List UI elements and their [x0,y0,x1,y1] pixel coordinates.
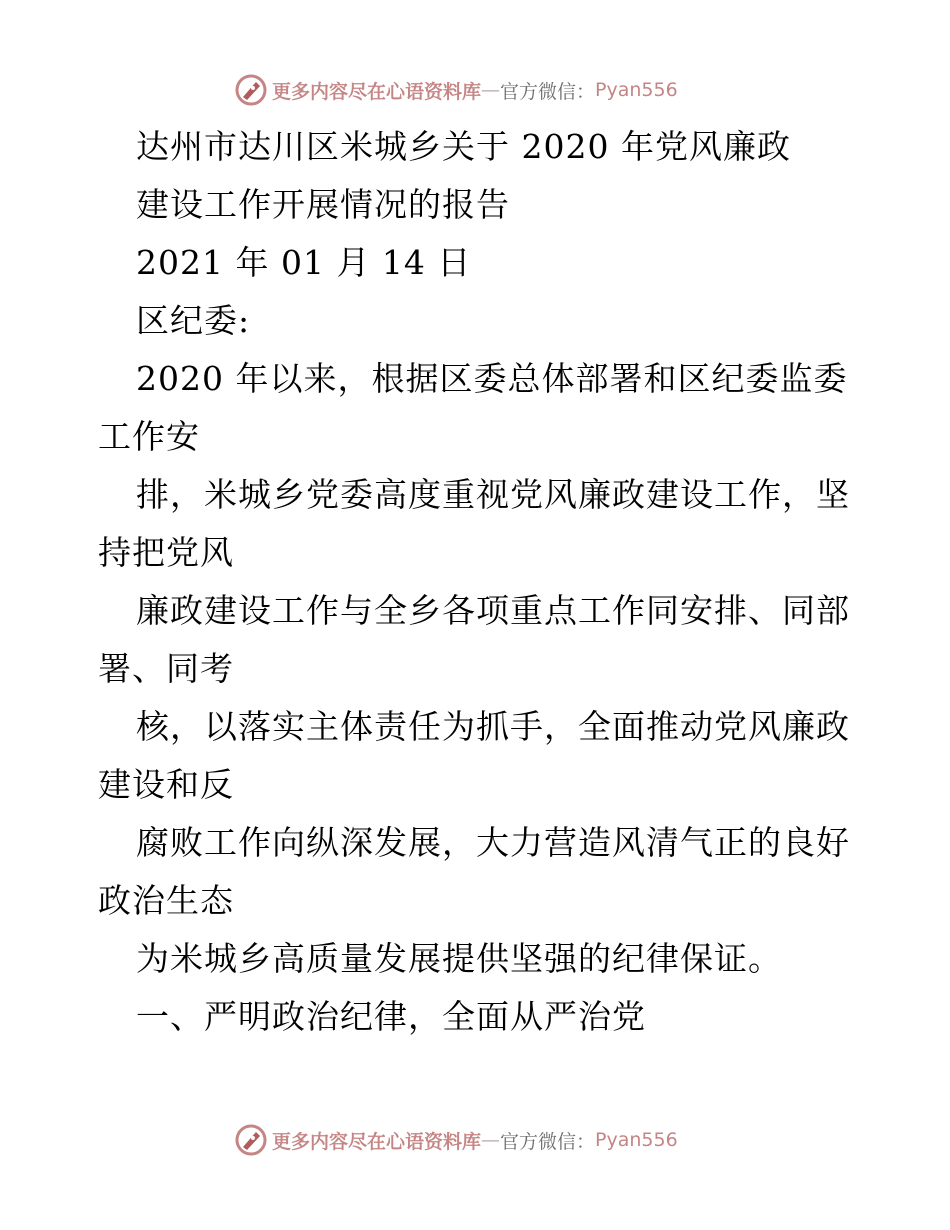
watermark-wechat-id: Pyan556 [595,1129,678,1151]
watermark-wechat-id: Pyan556 [595,79,678,101]
pen-nib-logo-icon [234,1123,268,1157]
title-line-1: 达州市达川区米城乡关于 2020 年党风廉政 [136,127,791,166]
body-line: 2020 年以来，根据区委总体部署和区纪委监委 [136,359,848,398]
watermark-separator: — [481,1129,501,1151]
body-line: 建设和反 [98,765,234,804]
body-line: 持把党风 [98,533,234,572]
date-line: 2021 年 01 月 14 日 [136,243,472,282]
body-line: 核，以落实主体责任为抓手，全面推动党风廉政 [136,707,850,746]
watermark-label: 官方微信： [500,1130,596,1153]
section-heading: 一、严明政治纪律，全面从严治党 [136,997,646,1036]
body-line: 腐败工作向纵深发展，大力营造风清气正的良好 [136,823,850,862]
body-line: 廉政建设工作与全乡各项重点工作同安排、同部 [136,591,850,630]
document-body [98,118,858,1046]
watermark-header [234,70,678,110]
body-line: 工作安 [98,417,200,456]
addressee-line: 区纪委: [136,301,251,340]
watermark-separator: — [481,79,501,101]
watermark-site-text: 更多内容尽在心语资料库 [272,80,482,103]
watermark-site-text: 更多内容尽在心语资料库 [272,1130,482,1153]
pen-nib-logo-icon [234,73,268,107]
watermark-label: 官方微信： [500,80,596,103]
body-line: 为米城乡高质量发展提供坚强的纪律保证。 [136,939,782,978]
watermark-footer [234,1120,678,1160]
title-line-2: 建设工作开展情况的报告 [136,185,510,224]
body-line: 政治生态 [98,881,234,920]
body-line: 排，米城乡党委高度重视党风廉政建设工作，坚 [136,475,850,514]
body-line: 署、同考 [98,649,234,688]
